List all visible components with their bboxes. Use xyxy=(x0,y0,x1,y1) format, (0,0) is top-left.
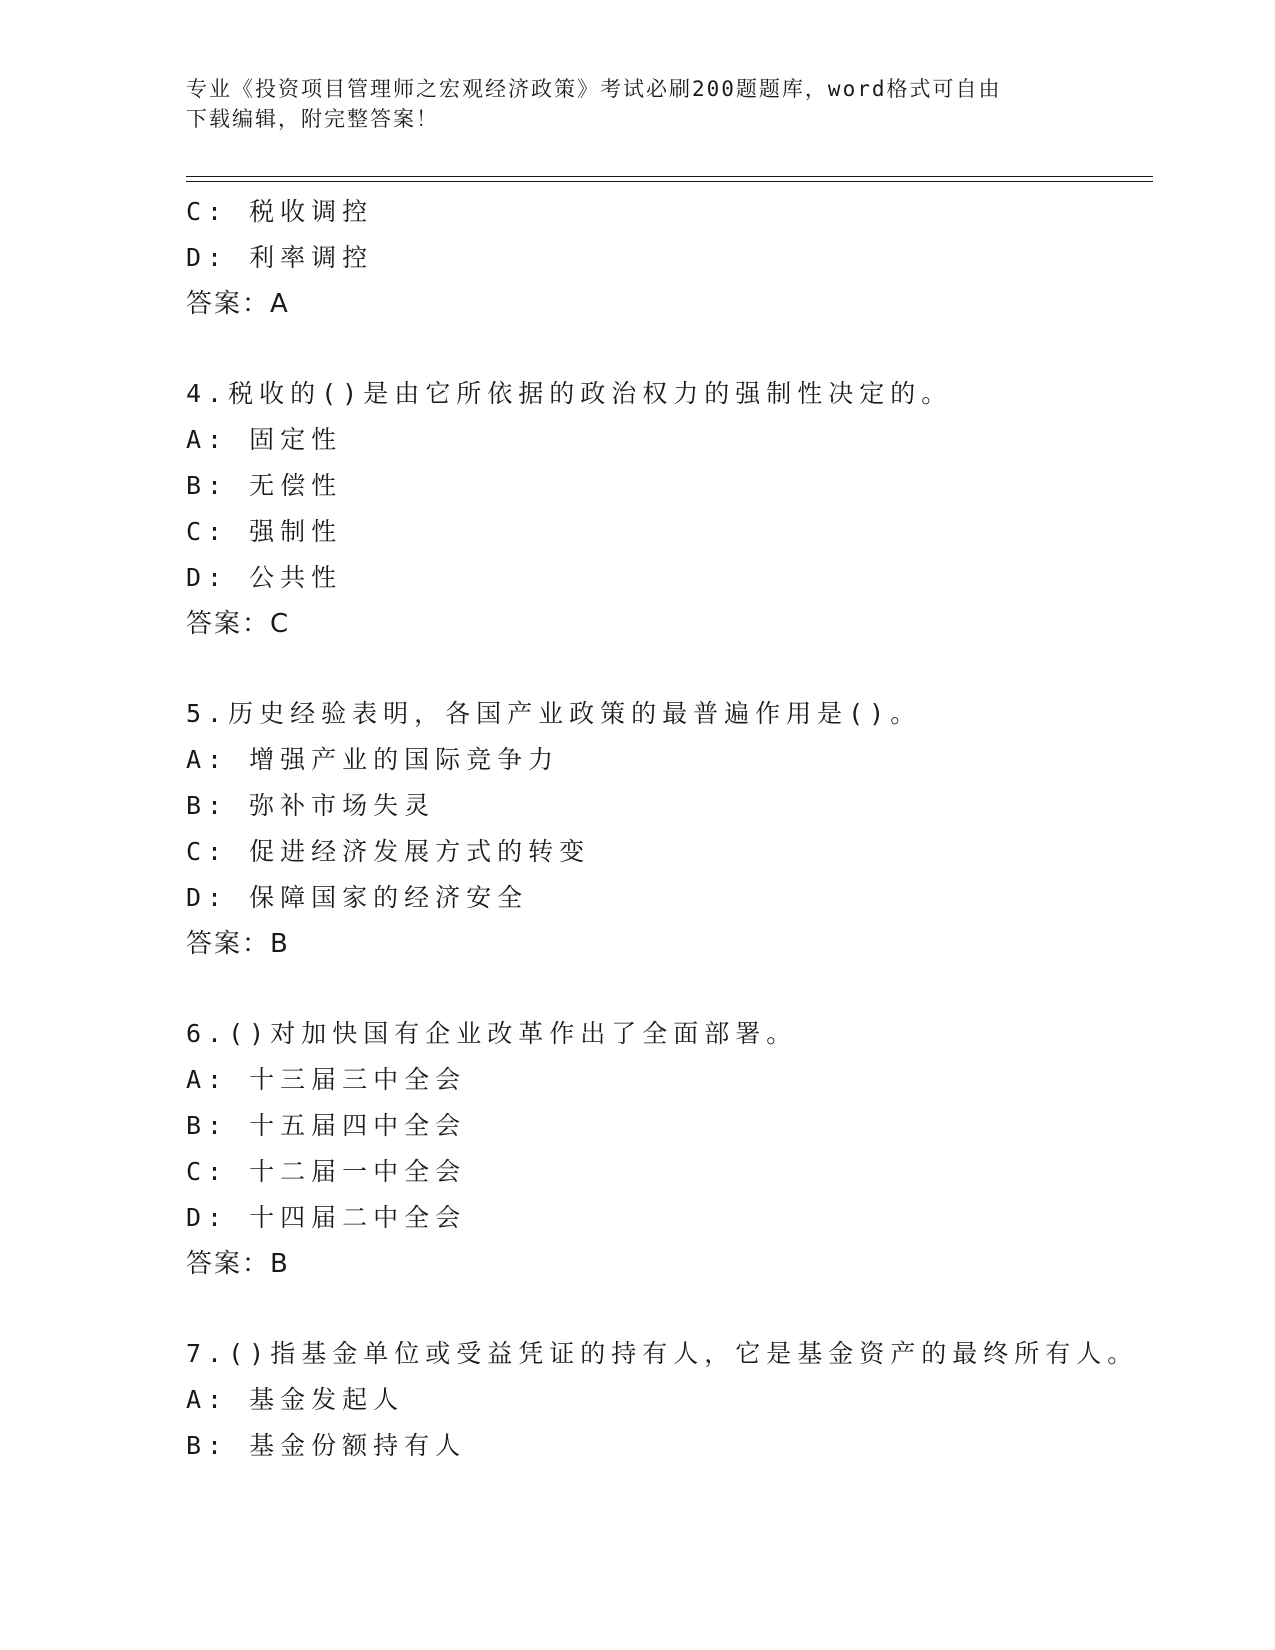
answer-line: 答案：B xyxy=(186,1249,290,1279)
option-c: C: 税收调控 xyxy=(186,197,374,226)
option-d: D: 十四届二中全会 xyxy=(186,1203,467,1232)
option-b: B: 弥补市场失灵 xyxy=(186,791,436,820)
question-7 xyxy=(186,1331,1146,1469)
option-c: C: 促进经济发展方式的转变 xyxy=(186,837,591,866)
question-6 xyxy=(186,1011,1146,1287)
question-4 xyxy=(186,371,1146,647)
document-header xyxy=(186,74,1066,134)
question-list xyxy=(186,189,1146,1469)
answer-line: 答案：A xyxy=(186,289,290,319)
option-a: A: 固定性 xyxy=(186,425,343,454)
option-c: C: 强制性 xyxy=(186,517,343,546)
option-b: B: 十五届四中全会 xyxy=(186,1111,467,1140)
answer-line: 答案：C xyxy=(186,609,291,639)
header-line-2: 下载编辑，附完整答案！ xyxy=(186,107,439,131)
question-stem: 7.()指基金单位或受益凭证的持有人，它是基金资产的最终所有人。 xyxy=(186,1339,1139,1368)
option-b: B: 基金份额持有人 xyxy=(186,1431,467,1460)
header-rule-top xyxy=(186,176,1153,177)
option-b: B: 无偿性 xyxy=(186,471,343,500)
question-fragment xyxy=(186,189,1146,327)
question-5 xyxy=(186,691,1146,967)
option-a: A: 十三届三中全会 xyxy=(186,1065,467,1094)
option-d: D: 保障国家的经济安全 xyxy=(186,883,529,912)
option-d: D: 公共性 xyxy=(186,563,343,592)
answer-line: 答案：B xyxy=(186,929,290,959)
option-c: C: 十二届一中全会 xyxy=(186,1157,467,1186)
header-rule-bottom xyxy=(186,181,1153,182)
header-line-1: 专业《投资项目管理师之宏观经济政策》考试必刷200题题库，word格式可自由 xyxy=(186,77,1002,101)
option-d: D: 利率调控 xyxy=(186,243,374,272)
question-stem: 4.税收的()是由它所依据的政治权力的强制性决定的。 xyxy=(186,379,953,408)
option-a: A: 基金发起人 xyxy=(186,1385,405,1414)
question-stem: 5.历史经验表明，各国产业政策的最普遍作用是()。 xyxy=(186,699,922,728)
question-stem: 6.()对加快国有企业改革作出了全面部署。 xyxy=(186,1019,798,1048)
option-a: A: 增强产业的国际竞争力 xyxy=(186,745,560,774)
